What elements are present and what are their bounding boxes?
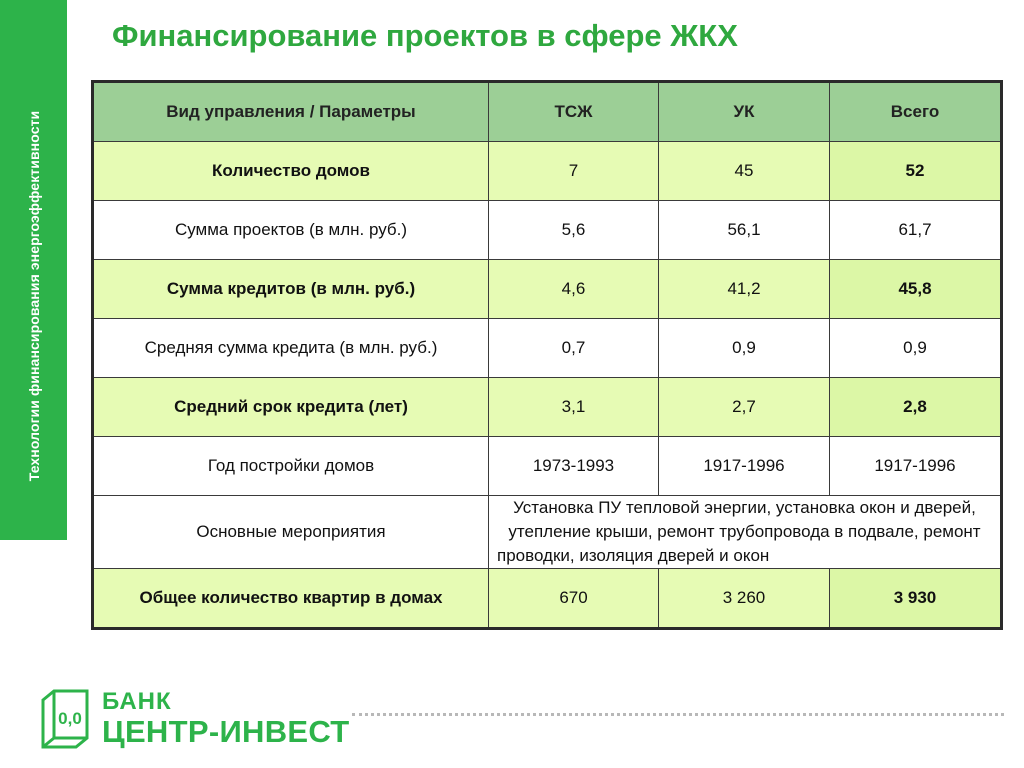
financing-table — [91, 80, 1003, 630]
header-uk: УК — [659, 82, 830, 142]
table-row — [93, 142, 1002, 201]
bank-name-line2: ЦЕНТР-ИНВЕСТ — [102, 714, 350, 749]
cell-measures: Установка ПУ тепловой энергии, установка окон и дверей, утепление крыши, ремонт трубопровода в подвале, ремонт проводки, изоляция дверей и окон — [489, 496, 1002, 569]
table-row — [93, 319, 1002, 378]
cell-tszh: 670 — [489, 569, 659, 629]
table-row — [93, 201, 1002, 260]
cell-total: 61,7 — [830, 201, 1002, 260]
page-title: Финансирование проектов в сфере ЖКХ — [112, 18, 738, 53]
table-row — [93, 260, 1002, 319]
row-label: Сумма кредитов (в млн. руб.) — [93, 260, 489, 319]
cell-total: 2,8 — [830, 378, 1002, 437]
cell-tszh: 0,7 — [489, 319, 659, 378]
cell-uk: 45 — [659, 142, 830, 201]
cell-total: 1917-1996 — [830, 437, 1002, 496]
bank-logo — [40, 688, 350, 752]
cell-tszh: 1973-1993 — [489, 437, 659, 496]
table-row — [93, 496, 1002, 569]
dotted-divider — [352, 713, 1004, 716]
row-label: Средняя сумма кредита (в млн. руб.) — [93, 319, 489, 378]
table-row — [93, 569, 1002, 629]
bank-name-line1: БАНК — [102, 688, 172, 715]
row-label: Количество домов — [93, 142, 489, 201]
row-label: Общее количество квартир в домах — [93, 569, 489, 629]
cell-total: 52 — [830, 142, 1002, 201]
cell-tszh: 5,6 — [489, 201, 659, 260]
cell-tszh: 7 — [489, 142, 659, 201]
cell-uk: 1917-1996 — [659, 437, 830, 496]
header-tszh: ТСЖ — [489, 82, 659, 142]
cell-total: 45,8 — [830, 260, 1002, 319]
row-label: Средний срок кредита (лет) — [93, 378, 489, 437]
header-parameters: Вид управления / Параметры — [93, 82, 489, 142]
cell-total: 3 930 — [830, 569, 1002, 629]
side-bar — [0, 0, 67, 540]
cell-uk: 2,7 — [659, 378, 830, 437]
side-bar-caption: Технологии финансирования энергоэффективности — [26, 110, 42, 482]
cell-uk: 41,2 — [659, 260, 830, 319]
table-row — [93, 437, 1002, 496]
cell-total: 0,9 — [830, 319, 1002, 378]
header-total: Всего — [830, 82, 1002, 142]
cell-tszh: 4,6 — [489, 260, 659, 319]
row-label: Год постройки домов — [93, 437, 489, 496]
row-label: Сумма проектов (в млн. руб.) — [93, 201, 489, 260]
cell-uk: 3 260 — [659, 569, 830, 629]
cell-uk: 56,1 — [659, 201, 830, 260]
cell-tszh: 3,1 — [489, 378, 659, 437]
table-header-row — [93, 82, 1002, 142]
bank-logo-icon — [40, 688, 90, 750]
table-row — [93, 378, 1002, 437]
cell-uk: 0,9 — [659, 319, 830, 378]
svg-text:0,0: 0,0 — [58, 709, 82, 728]
row-label: Основные мероприятия — [93, 496, 489, 569]
